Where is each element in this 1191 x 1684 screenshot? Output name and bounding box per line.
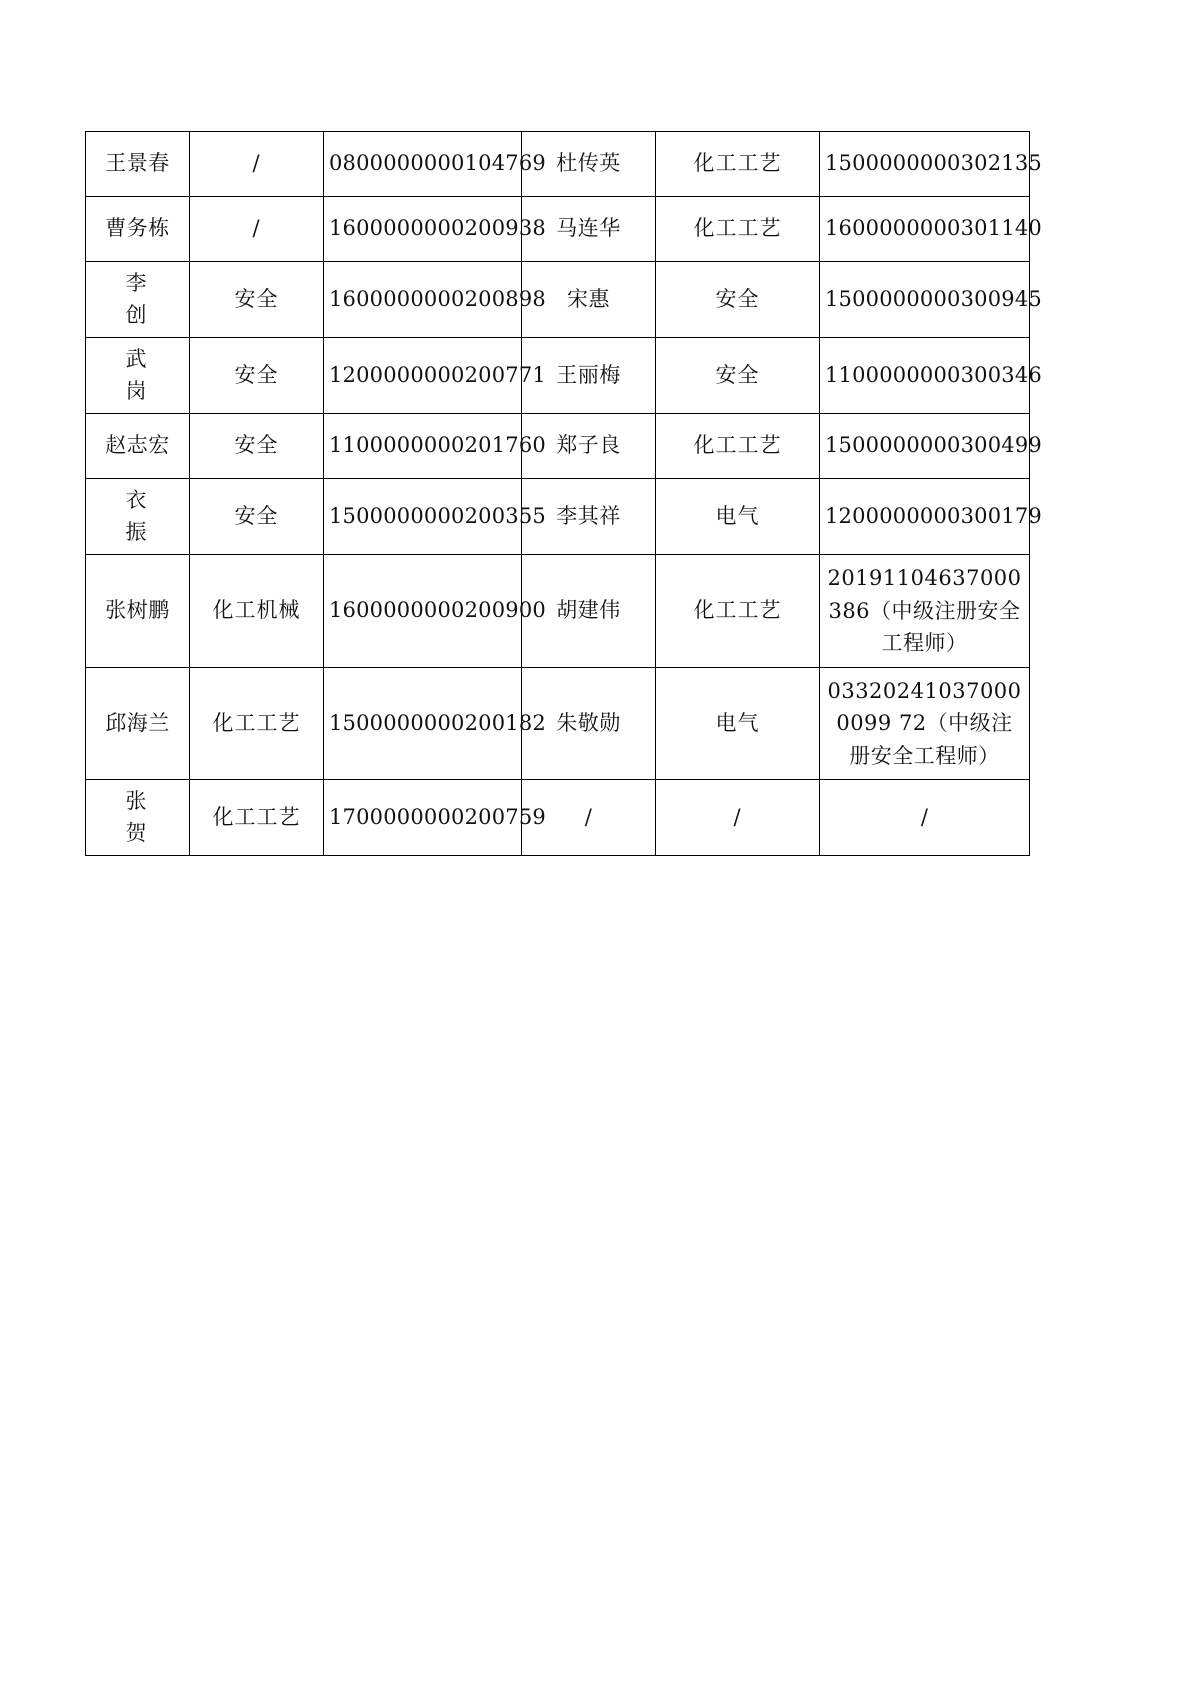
cell-name-right: 马连华: [522, 197, 656, 262]
table-row: [86, 132, 1030, 197]
cell-certificate-number-left: 1600000000200898: [324, 262, 522, 338]
cell-certificate-number-right: 1500000000300499: [820, 414, 1030, 479]
cell-specialty-right: 电气: [656, 479, 820, 555]
cell-specialty-left: 化工机械: [190, 555, 324, 668]
cell-specialty-right: 化工工艺: [656, 414, 820, 479]
cell-certificate-number-left: 1500000000200355: [324, 479, 522, 555]
cell-name-right: 李其祥: [522, 479, 656, 555]
cell-name-right: 胡建伟: [522, 555, 656, 668]
cell-specialty-left: 化工工艺: [190, 780, 324, 856]
cell-name-right: 宋惠: [522, 262, 656, 338]
cell-name-left: 王景春: [86, 132, 190, 197]
cell-certificate-number-right: 1500000000300945: [820, 262, 1030, 338]
cell-certificate-number-right: 20191104637000386（中级注册安全工程师）: [820, 555, 1030, 668]
cell-certificate-number-right: 033202410370000099 72（中级注册安全工程师）: [820, 667, 1030, 780]
cell-specialty-right: 安全: [656, 338, 820, 414]
cell-specialty-right: 化工工艺: [656, 555, 820, 668]
cell-name-left: 李 创: [86, 262, 190, 338]
cell-name-right: /: [522, 780, 656, 856]
certificate-table-wrapper: [85, 131, 1042, 856]
cell-name-left: 武 岗: [86, 338, 190, 414]
cell-certificate-number-left: 1600000000200900: [324, 555, 522, 668]
cell-certificate-number-right: /: [820, 780, 1030, 856]
cell-specialty-right: 化工工艺: [656, 197, 820, 262]
table-row: [86, 262, 1030, 338]
cell-certificate-number-right: 1500000000302135: [820, 132, 1030, 197]
cell-specialty-left: 安全: [190, 262, 324, 338]
cell-certificate-number-left: 0800000000104769: [324, 132, 522, 197]
cell-certificate-number-right: 1600000000301140: [820, 197, 1030, 262]
cell-specialty-left: 安全: [190, 479, 324, 555]
cell-certificate-number-left: 1700000000200759: [324, 780, 522, 856]
cell-specialty-left: /: [190, 132, 324, 197]
cell-specialty-left: 安全: [190, 338, 324, 414]
cell-specialty-left: 安全: [190, 414, 324, 479]
cell-name-right: 朱敬勋: [522, 667, 656, 780]
certificate-table: [85, 131, 1042, 856]
table-row: [86, 479, 1030, 555]
cell-certificate-number-left: 1200000000200771: [324, 338, 522, 414]
cell-certificate-number-left: 1500000000200182: [324, 667, 522, 780]
cell-name-right: 杜传英: [522, 132, 656, 197]
cell-certificate-number-right: 1200000000300179: [820, 479, 1030, 555]
cell-certificate-number-left: 1100000000201760: [324, 414, 522, 479]
cell-name-left: 邱海兰: [86, 667, 190, 780]
cell-name-left: 衣 振: [86, 479, 190, 555]
cell-name-left: 曹务栋: [86, 197, 190, 262]
cell-certificate-number-left: 1600000000200938: [324, 197, 522, 262]
table-row: [86, 667, 1030, 780]
table-row: [86, 780, 1030, 856]
cell-name-left: 张树鹏: [86, 555, 190, 668]
cell-name-left: 张 贺: [86, 780, 190, 856]
cell-certificate-number-right: 1100000000300346: [820, 338, 1030, 414]
cell-specialty-left: /: [190, 197, 324, 262]
table-row: [86, 555, 1030, 668]
table-body: [86, 132, 1042, 856]
cell-name-left: 赵志宏: [86, 414, 190, 479]
cell-specialty-left: 化工工艺: [190, 667, 324, 780]
cell-name-right: 郑子良: [522, 414, 656, 479]
cell-name-right: 王丽梅: [522, 338, 656, 414]
table-row: [86, 338, 1030, 414]
table-row: [86, 197, 1030, 262]
cell-specialty-right: 化工工艺: [656, 132, 820, 197]
cell-specialty-right: /: [656, 780, 820, 856]
cell-specialty-right: 电气: [656, 667, 820, 780]
table-row: [86, 414, 1030, 479]
cell-specialty-right: 安全: [656, 262, 820, 338]
